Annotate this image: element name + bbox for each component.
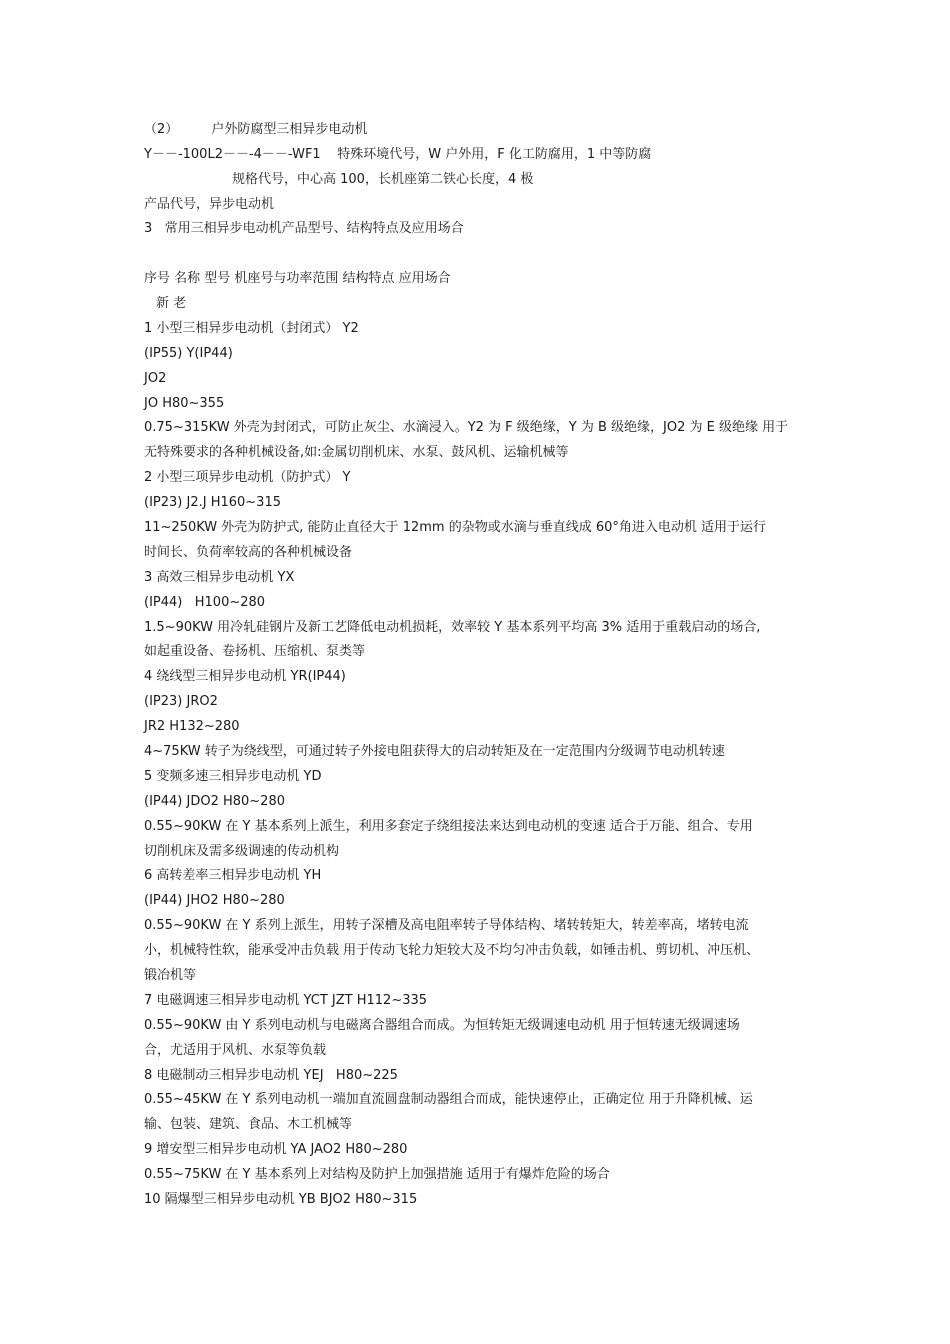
- row-2-title: 2 小型三项异步电动机（防护式） Y: [144, 470, 351, 485]
- row-1-title: 1 小型三相异步电动机（封闭式） Y2: [144, 321, 359, 336]
- row-1-model: (IP55) Y(IP44): [144, 346, 233, 361]
- row-1-frame: JO H80~355: [144, 396, 225, 411]
- row-8-description: 0.55~45KW 在 Y 系列电动机一端加直流圆盘制动器组合而成，能快速停止，正确定位 用于升降机械、运: [144, 1092, 753, 1107]
- row-1-description-cont: 无特殊要求的各种机械设备,如:金属切削机床、水泵、鼓风机、运输机械等: [144, 445, 569, 460]
- row-6-title: 6 高转差率三相异步电动机 YH: [144, 868, 322, 883]
- row-3-description: 1.5~90KW 用冷轧硅钢片及新工艺降低电动机损耗，效率较 Y 基本系列平均高 3% 适用于重载启动的场合,: [144, 620, 761, 635]
- row-2-model: (IP23) J2.J H160~315: [144, 495, 281, 510]
- row-4-model: (IP23) JRO2: [144, 694, 218, 709]
- row-8-description-cont: 输、包装、建筑、食品、木工机械等: [144, 1117, 353, 1132]
- section-heading-3: 3 常用三相异步电动机产品型号、结构特点及应用场合: [144, 221, 464, 236]
- row-7-description: 0.55~90KW 由 Y 系列电动机与电磁离合器组合而成。为恒转矩无级调速电动机 用于恒转速无级调速场: [144, 1018, 740, 1033]
- row-6-description-cont-2: 锻冶机等: [144, 968, 197, 983]
- row-3-title: 3 高效三相异步电动机 YX: [144, 570, 295, 585]
- model-code-line: Y－－-100L2－－-4－－-WF1 特殊环境代号，W 户外用，F 化工防腐用，1 中等防腐: [144, 147, 652, 162]
- row-9-description: 0.55~75KW 在 Y 基本系列上对结构及防护上加强措施 适用于有爆炸危险的场合: [144, 1167, 610, 1182]
- product-code-line: 产品代号，异步电动机: [144, 197, 275, 212]
- section-heading-2: （2） 户外防腐型三相异步电动机: [144, 122, 368, 137]
- row-8-title: 8 电磁制动三相异步电动机 YEJ H80~225: [144, 1068, 398, 1083]
- row-2-description: 11~250KW 外壳为防护式, 能防止直径大于 12mm 的杂物或水滴与垂直线成 60°角进入电动机 适用于运行: [144, 520, 767, 535]
- row-5-description: 0.55~90KW 在 Y 基本系列上派生，利用多套定子绕组接法来达到电动机的变速 适合于万能、组合、专用: [144, 819, 753, 834]
- row-10-title: 10 隔爆型三相异步电动机 YB BJO2 H80~315: [144, 1192, 418, 1207]
- row-4-frame: JR2 H132~280: [144, 719, 240, 734]
- row-7-description-cont: 合，尤适用于风机、水泵等负载: [144, 1043, 327, 1058]
- row-6-description-cont: 小，机械特性软，能承受冲击负载 用于传动飞轮力矩较大及不均匀冲击负载，如锤击机、剪切机、冲压机、: [144, 943, 760, 958]
- row-1-old-model: JO2: [144, 371, 167, 386]
- row-4-description: 4~75KW 转子为绕线型，可通过转子外接电阻获得大的启动转矩及在一定范围内分级调节电动机转速: [144, 744, 725, 759]
- row-4-title: 4 绕线型三相异步电动机 YR(IP44): [144, 669, 346, 684]
- row-5-description-cont: 切削机床及需多级调速的传动机构: [144, 844, 340, 859]
- row-1-description: 0.75~315KW 外壳为封闭式，可防止灰尘、水滴浸入。Y2 为 F 级绝缘，Y 为 B 级绝缘，JO2 为 E 级绝缘 用于: [144, 420, 789, 435]
- row-2-description-cont: 时间长、负荷率较高的各种机械设备: [144, 545, 353, 560]
- row-5-title: 5 变频多速三相异步电动机 YD: [144, 769, 322, 784]
- row-6-model: (IP44) JHO2 H80~280: [144, 893, 285, 908]
- row-3-model: (IP44) H100~280: [144, 595, 266, 610]
- table-header: 序号 名称 型号 机座号与功率范围 结构特点 应用场合: [144, 271, 451, 286]
- row-9-title: 9 增安型三相异步电动机 YA JAO2 H80~280: [144, 1142, 408, 1157]
- row-5-model: (IP44) JDO2 H80~280: [144, 794, 285, 809]
- table-subheader: 新 老: [156, 296, 187, 311]
- spec-code-line: 规格代号，中心高 100，长机座第二铁心长度，4 极: [232, 172, 534, 187]
- row-7-title: 7 电磁调速三相异步电动机 YCT JZT H112~335: [144, 993, 428, 1008]
- row-6-description: 0.55~90KW 在 Y 系列上派生，用转子深槽及高电阻率转子导体结构、堵转转矩大，转差率高，堵转电流: [144, 918, 749, 933]
- row-3-description-cont: 如起重设备、卷扬机、压缩机、泵类等: [144, 644, 366, 659]
